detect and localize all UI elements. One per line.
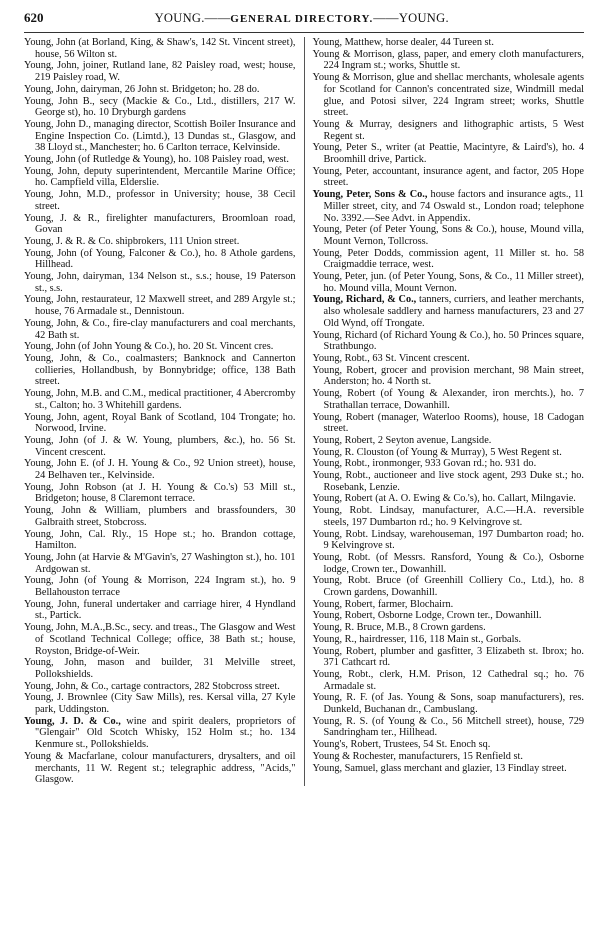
directory-entry: Young, Peter, jun. (of Peter Young, Sons, & Co., 11 Miller street), ho. Mound villa, Mount Vernon.: [312, 271, 584, 294]
directory-entry: Young & Macfarlane, colour manufacturers, drysalters, and oil merchants, 11 W. Regent st.; telegraphic address, "Acids," Glasgow.: [24, 750, 296, 786]
directory-entry: Young, Robt. Lindsay, manufacturer, A.C.—H.A. reversible steels, 197 Dumbarton rd.; ho. 9 Kelvingrove st.: [312, 505, 584, 528]
directory-entry: Young, Robt., clerk, H.M. Prison, 12 Cathedral sq.; ho. 76 Armadale st.: [312, 668, 584, 692]
directory-entry: Young, Peter (of Peter Young, Sons & Co.), house, Mound villa, Mount Vernon, Tollcross.: [312, 224, 584, 247]
directory-entry: Young & Rochester, manufacturers, 15 Renfield st.: [312, 750, 523, 762]
directory-entry: Young, John, joiner, Rutland lane, 82 Paisley road, west; house, 219 Paisley road, W.: [24, 60, 296, 84]
directory-entry: Young, Robt. Lindsay, warehouseman, 197 Dumbarton road; ho. 9 Kelvingrove st.: [312, 528, 584, 552]
directory-entry: Young & Murray, designers and lithographic artists, 5 West Regent st.: [312, 118, 584, 142]
directory-entry: Young, John D., managing director, Scottish Boiler Insurance and Engine Inspection Co. (Limtd.), 13 Dundas st., Glasgow, and 38 Lloyd st., Manchester; ho. 6 Carlton terrace, Kelvinside.: [24, 118, 296, 154]
directory-entry: Young, John, restaurateur, 12 Maxwell street, and 289 Argyle st.; house, 76 Armadale st., Dennistoun.: [24, 294, 296, 318]
directory-entry: Young, Robert, 2 Seyton avenue, Langside.: [312, 434, 492, 446]
directory-entry: Young & Morrison, glue and shellac merchants, wholesale agents for Scotland for Cannon's concentrated size, Windmill medal glue, and Potosi silver, 224 Ingram street; works, Shuttle street.: [312, 72, 584, 119]
directory-entry: Young, John, M.B. and C.M., medical practitioner, 4 Abercromby st., Calton; ho. 3 Whitehill gardens.: [24, 388, 296, 411]
directory-entry: Young, R. Clouston (of Young & Murray), 5 West Regent st.: [312, 446, 562, 458]
directory-entry: Young, John B., secy (Mackie & Co., Ltd., distillers, 217 W. George st), ho. 10 Dryburgh gardens: [24, 95, 296, 119]
directory-entry: Young, John (of Young & Morrison, 224 Ingram st.), ho. 9 Bellahouston terrace: [24, 575, 296, 599]
directory-entry: Young, John, Cal. Rly., 15 Hope st.; ho. Brandon cottage, Hamilton.: [24, 528, 296, 552]
directory-columns: [24, 37, 584, 786]
directory-entry: Young & Morrison, glass, paper, and emery cloth manufacturers, 224 Ingram st.; works, Shuttle st.: [312, 48, 584, 72]
directory-entry: Young, Peter Dodds, commission agent, 11 Miller st. ho. 58 Craigmaddie terrace, west.: [312, 247, 584, 271]
directory-entry: Young, J. D. & Co., wine and spirit dealers, proprietors of "Glengair" Old Scotch Whisky, 152 Holm st.; ho. 134 Kenmure st., Pollokshields.: [24, 715, 296, 751]
running-head-dash-1: ——: [204, 11, 231, 25]
directory-entry: Young, John, agent, Royal Bank of Scotland, 104 Trongate; ho. Norwood, Irvine.: [24, 411, 296, 435]
running-head-right: YOUNG.: [398, 11, 449, 25]
directory-entry: Young, Peter S., writer (at Peattie, Macintyre, & Laird's), ho. 4 Broomhill drive, Partick.: [312, 142, 584, 166]
directory-entry: Young, John, & Co., fire-clay manufacturers and coal merchants, 42 Bath st.: [24, 317, 296, 341]
directory-entry: Young, Matthew, horse dealer, 44 Tureen st.: [312, 37, 494, 48]
directory-entry: Young, J. & R., firelighter manufacturers, Broomloan road, Govan: [24, 212, 296, 236]
right-column: [305, 37, 585, 786]
directory-entry: Young's, Robert, Trustees, 54 St. Enoch sq.: [312, 739, 491, 751]
directory-entry: Young, John, dairyman, 134 Nelson st., s.s.; house, 19 Paterson st., s.s.: [24, 271, 296, 294]
directory-entry: Young, R., hairdresser, 116, 118 Main st., Gorbals.: [312, 633, 522, 645]
directory-entry: Young, J. Brownlee (City Saw Mills), res. Kersal villa, 27 Kyle park, Uddingston.: [24, 692, 296, 716]
directory-entry: Young, Robert (of Young & Alexander, iron merchts.), ho. 7 Strathallan terrace, Dowanhill.: [312, 388, 584, 411]
directory-entry: Young, John (of John Young & Co.), ho. 20 St. Vincent cres.: [24, 341, 274, 353]
directory-entry: Young, Robert, farmer, Blochairn.: [312, 598, 454, 610]
directory-entry: Young, John (of Young, Falconer & Co.), ho. 8 Athole gardens, Hillhead.: [24, 247, 296, 271]
page-number: 620: [24, 10, 44, 25]
directory-entry: Young, John, deputy superintendent, Mercantile Marine Office; ho. Campfield villa, Elderslie.: [24, 165, 296, 189]
directory-entry: Young, Robert (at A. O. Ewing & Co.'s), ho. Callart, Milngavie.: [312, 493, 576, 505]
directory-entry: Young, Robt., auctioneer and live stock agent, 293 Duke st.; ho. Rosebank, Lenzie.: [312, 470, 584, 493]
directory-entry: Young, John (of Rutledge & Young), ho. 108 Paisley road, west.: [24, 154, 289, 166]
directory-entry: Young, John, & Co., coalmasters; Banknock and Cannerton collieries, Hollandbush, by Bonnybridge; office, 138 Bath street.: [24, 352, 296, 388]
directory-entry: Young, Robt. Bruce (of Greenhill Colliery Co., Ltd.), ho. 8 Crown gardens, Dowanhill.: [312, 575, 584, 599]
directory-entry: Young, R. S. (of Young & Co., 56 Mitchell street), house, 729 Sandringham ter., Hillhead.: [312, 715, 584, 739]
directory-entry: Young, Robert (manager, Waterloo Rooms), house, 18 Cadogan street.: [312, 411, 584, 435]
directory-entry: Young, John (at Borland, King, & Shaw's, 142 St. Vincent street), house, 56 Wilton st.: [24, 37, 296, 60]
directory-entry: Young, John, mason and builder, 31 Melville street, Pollokshields.: [24, 657, 296, 680]
directory-entry: Young, Richard, & Co., tanners, curriers, and leather merchants, also wholesale saddlery and harness manufacturers, 23 and 27 Old Wynd, off Trongate.: [312, 294, 585, 329]
directory-entry: Young, John, funeral undertaker and carriage hirer, 4 Hyndland st., Partick.: [24, 598, 296, 622]
directory-entry: Young, Robert, grocer and provision merchant, 98 Main street, Anderston; ho. 4 North st.: [312, 364, 584, 388]
directory-entry: Young, Samuel, glass merchant and glazier, 13 Findlay street.: [312, 762, 567, 774]
directory-entry: Young, R. Bruce, M.B., 8 Crown gardens.: [312, 622, 486, 634]
directory-entry: Young, Robert, Osborne Lodge, Crown ter., Dowanhill.: [312, 610, 542, 622]
directory-entry: Young, Robt., 63 St. Vincent crescent.: [312, 352, 470, 364]
directory-entry: Young, Richard (of Richard Young & Co.), ho. 50 Princes square, Strathbungo.: [312, 329, 584, 353]
left-column: [24, 37, 305, 786]
directory-entry: Young, Peter, Sons & Co., house factors and insurance agts., 11 Miller street, city, and 74 Oswald st., London road; telephone No. 3392.—See Advt. in Appendix.: [312, 189, 584, 224]
directory-entry: Young, Robt., ironmonger, 933 Govan rd.; ho. 931 do.: [312, 458, 537, 470]
directory-entry: Young, Robt. (of Messrs. Ransford, Young & Co.), Osborne lodge, Crown ter., Dowanhill.: [312, 551, 584, 575]
directory-entry: Young, John, M.D., professor in University; house, 38 Cecil street.: [24, 189, 296, 212]
page-header: [24, 10, 584, 33]
running-head: [44, 11, 561, 26]
directory-entry: Young, John, dairyman, 26 John st. Bridgeton; ho. 28 do.: [24, 83, 260, 95]
directory-entry: Young, J. & R. & Co. shipbrokers, 111 Union street.: [24, 235, 240, 247]
running-head-dash-2: ——: [373, 11, 399, 25]
directory-entry: Young, Peter, accountant, insurance agent, and factor, 205 Hope street.: [312, 165, 584, 189]
running-head-left: YOUNG.: [154, 11, 205, 25]
directory-entry: Young, John, & Co., cartage contractors, 282 Stobcross street.: [24, 680, 280, 692]
directory-entry: Young, Robert, plumber and gasfitter, 3 Elizabeth st. Ibrox; ho. 371 Cathcart rd.: [312, 645, 584, 669]
directory-entry: Young, John Robson (at J. H. Young & Co.'s) 53 Mill st., Bridgeton; house, 8 Claremont terrace.: [24, 481, 296, 505]
directory-entry: Young, John E. (of J. H. Young & Co., 92 Union street), house, 24 Belhaven ter., Kelvinside.: [24, 458, 296, 482]
directory-entry: Young, John (at Harvie & M'Gavin's, 27 Washington st.), ho. 101 Ardgowan st.: [24, 551, 296, 575]
directory-entry: Young, John & William, plumbers and brassfounders, 30 Galbraith street, Stobcross.: [24, 505, 296, 528]
running-head-title: GENERAL DIRECTORY.: [230, 13, 374, 25]
directory-entry: Young, John (of J. & W. Young, plumbers, &c.), ho. 56 St. Vincent crescent.: [24, 434, 296, 458]
directory-entry: Young, R. F. (of Jas. Young & Sons, soap manufacturers), res. Dunkeld, Buchanan dr., Cambuslang.: [312, 692, 584, 716]
directory-entry: Young, John, M.A.,B.Sc., secy. and treas., The Glasgow and West of Scotland Technical College; office, 38 Bath st.; house, Royston, Bridge-of-Weir.: [24, 622, 296, 657]
